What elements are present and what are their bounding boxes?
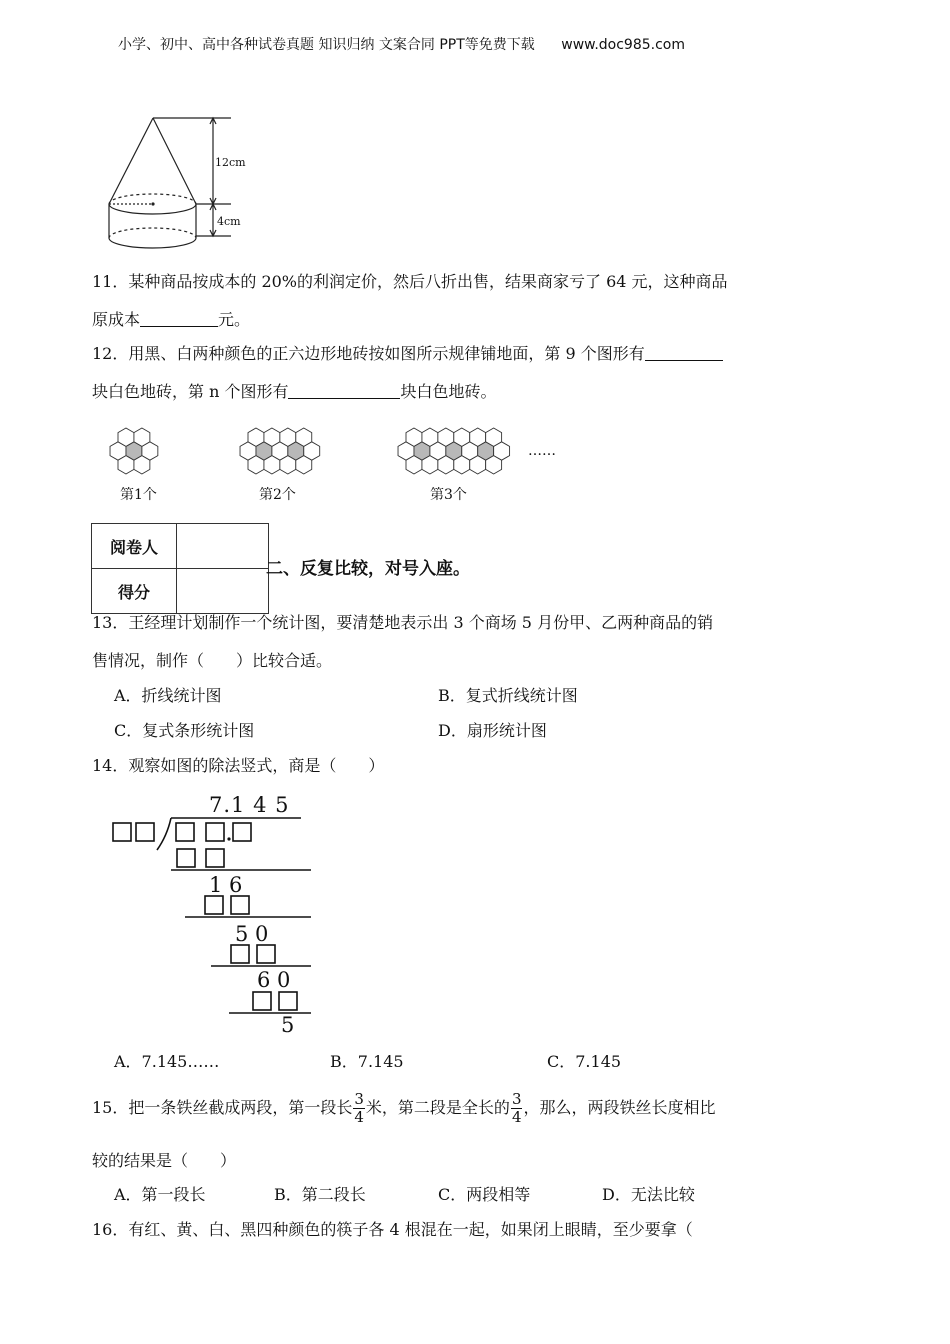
q12-answer-blank-1[interactable]	[645, 344, 723, 361]
q15-option-a[interactable]: A．第一段长	[114, 1185, 206, 1204]
q15-text-3: ，那么，两段铁丝长度相比	[523, 1098, 716, 1117]
white-tile	[470, 456, 486, 474]
fraction-1-denominator: 4	[354, 1108, 364, 1126]
white-tile	[134, 428, 150, 446]
q16-line1: 16．有红、黄、白、黑四种颜色的筷子各 4 根混在一起，如果闭上眼睛，至少要拿（	[92, 1220, 693, 1239]
product2-box-2	[231, 896, 249, 914]
hex-label-1: 第1个	[120, 487, 157, 503]
q12-text-a: 12．用黑、白两种颜色的正六边形地砖按如图所示规律铺地面，第 9 个图形有	[92, 344, 645, 363]
q11-text-post: 元。	[218, 310, 251, 329]
white-tile	[264, 428, 280, 446]
q11-line1: 11．某种商品按成本的 20%的利润定价，然后八折出售，结果商家亏了 64 元，这种商品	[92, 272, 728, 291]
white-tile	[118, 428, 134, 446]
q15-text-2: 米，第二段是全长的	[365, 1098, 510, 1117]
q15-line1	[92, 1088, 716, 1128]
product3-box-1	[231, 945, 249, 963]
divisor-box-2	[136, 823, 154, 841]
white-tile	[134, 456, 150, 474]
hexagon-tile-figure	[100, 418, 580, 508]
q14-stem: 14．观察如图的除法竖式，商是（ ）	[92, 756, 385, 775]
q13-line1: 13．王经理计划制作一个统计图，要清楚地表示出 3 个商场 5 月份甲、乙两种商品的销	[92, 613, 714, 632]
q11-line2	[92, 309, 250, 331]
q11-answer-blank[interactable]	[140, 310, 218, 327]
dim-label-12cm: 12cm	[215, 156, 246, 169]
cone-left-edge	[109, 118, 153, 204]
dim-label-4cm: 4cm	[217, 215, 241, 228]
q12-line2	[92, 381, 497, 403]
white-tile	[470, 428, 486, 446]
header-url[interactable]: www.doc985.com	[561, 37, 685, 53]
q12-answer-blank-2[interactable]	[288, 382, 400, 399]
q12-text-b: 块白色地砖，第 n 个图形有	[92, 382, 289, 401]
white-tile	[454, 456, 470, 474]
section2-title: 二、反复比较，对号入座。	[266, 559, 470, 579]
white-tile	[280, 428, 296, 446]
division-bracket	[157, 818, 171, 850]
score-cell[interactable]	[177, 569, 269, 614]
page-header	[118, 34, 685, 56]
q13-line2: 售情况，制作（ ）比较合适。	[92, 651, 333, 670]
remainder-50: 5 0	[235, 922, 269, 946]
grader-cell[interactable]	[177, 524, 269, 569]
q14-option-b[interactable]: B．7.145	[330, 1052, 404, 1071]
hex-ellipsis: ……	[528, 443, 556, 459]
white-tile	[438, 428, 454, 446]
cone-cylinder-figure	[105, 112, 265, 252]
product1-box-1	[177, 849, 195, 867]
fraction-2-numerator: 3	[511, 1090, 522, 1108]
product3-box-2	[257, 945, 275, 963]
divisor-box-1	[113, 823, 131, 841]
q13-option-c[interactable]: C．复式条形统计图	[114, 721, 255, 740]
q15-option-c[interactable]: C．两段相等	[438, 1185, 531, 1204]
q13-option-d[interactable]: D．扇形统计图	[438, 721, 547, 740]
dividend-decimal-point	[227, 837, 230, 840]
remainder-16: 1 6	[209, 873, 243, 897]
fraction-2-denominator: 4	[511, 1108, 522, 1126]
q11-text-pre: 原成本	[92, 310, 141, 329]
white-tile	[486, 456, 502, 474]
product2-box-1	[205, 896, 223, 914]
header-text: 小学、初中、高中各种试卷真题 知识归纳 文案合同 PPT等免费下载	[118, 37, 535, 53]
q15-text-1: 15．把一条铁丝截成两段，第一段长	[92, 1098, 353, 1117]
score-label: 得分	[92, 569, 177, 614]
q13-option-b[interactable]: B．复式折线统计图	[438, 686, 578, 705]
white-tile	[406, 428, 422, 446]
hex-label-3: 第3个	[430, 487, 467, 503]
dividend-box-1	[176, 823, 194, 841]
white-tile	[296, 428, 312, 446]
white-tile	[296, 456, 312, 474]
white-tile	[264, 456, 280, 474]
white-tile	[486, 428, 502, 446]
q15-line2: 较的结果是（ ）	[92, 1151, 237, 1170]
product1-box-2	[206, 849, 224, 867]
grader-label: 阅卷人	[92, 524, 177, 569]
q14-option-a[interactable]: A．7.145……	[114, 1052, 220, 1071]
white-tile	[248, 428, 264, 446]
white-tile	[248, 456, 264, 474]
dividend-box-2	[206, 823, 224, 841]
fraction-1	[353, 1091, 365, 1126]
cone-right-edge	[153, 118, 196, 204]
white-tile	[422, 456, 438, 474]
hex-label-2: 第2个	[259, 487, 296, 503]
quotient-text: 7.1 4 5	[209, 793, 290, 817]
white-tile	[422, 428, 438, 446]
long-division-figure	[105, 788, 325, 1038]
white-tile	[280, 456, 296, 474]
center-dot	[151, 202, 154, 205]
product4-box-2	[279, 992, 297, 1010]
q13-option-a[interactable]: A．折线统计图	[114, 686, 222, 705]
q14-option-c[interactable]: C．7.145	[547, 1052, 622, 1071]
fraction-2	[511, 1091, 523, 1126]
white-tile	[438, 456, 454, 474]
white-tile	[118, 456, 134, 474]
fraction-1-numerator: 3	[354, 1090, 364, 1108]
final-remainder: 5	[281, 1013, 295, 1037]
product4-box-1	[253, 992, 271, 1010]
cylinder-bottom-back	[109, 228, 196, 238]
q15-option-d[interactable]: D．无法比较	[602, 1185, 695, 1204]
q12-line1	[92, 343, 723, 365]
q15-option-b[interactable]: B．第二段长	[274, 1185, 366, 1204]
white-tile	[406, 456, 422, 474]
cylinder-bottom-front	[109, 238, 196, 248]
q12-text-c: 块白色地砖。	[400, 382, 497, 401]
remainder-60: 6 0	[257, 968, 291, 992]
dividend-box-3	[233, 823, 251, 841]
white-tile	[454, 428, 470, 446]
score-box	[91, 523, 269, 614]
